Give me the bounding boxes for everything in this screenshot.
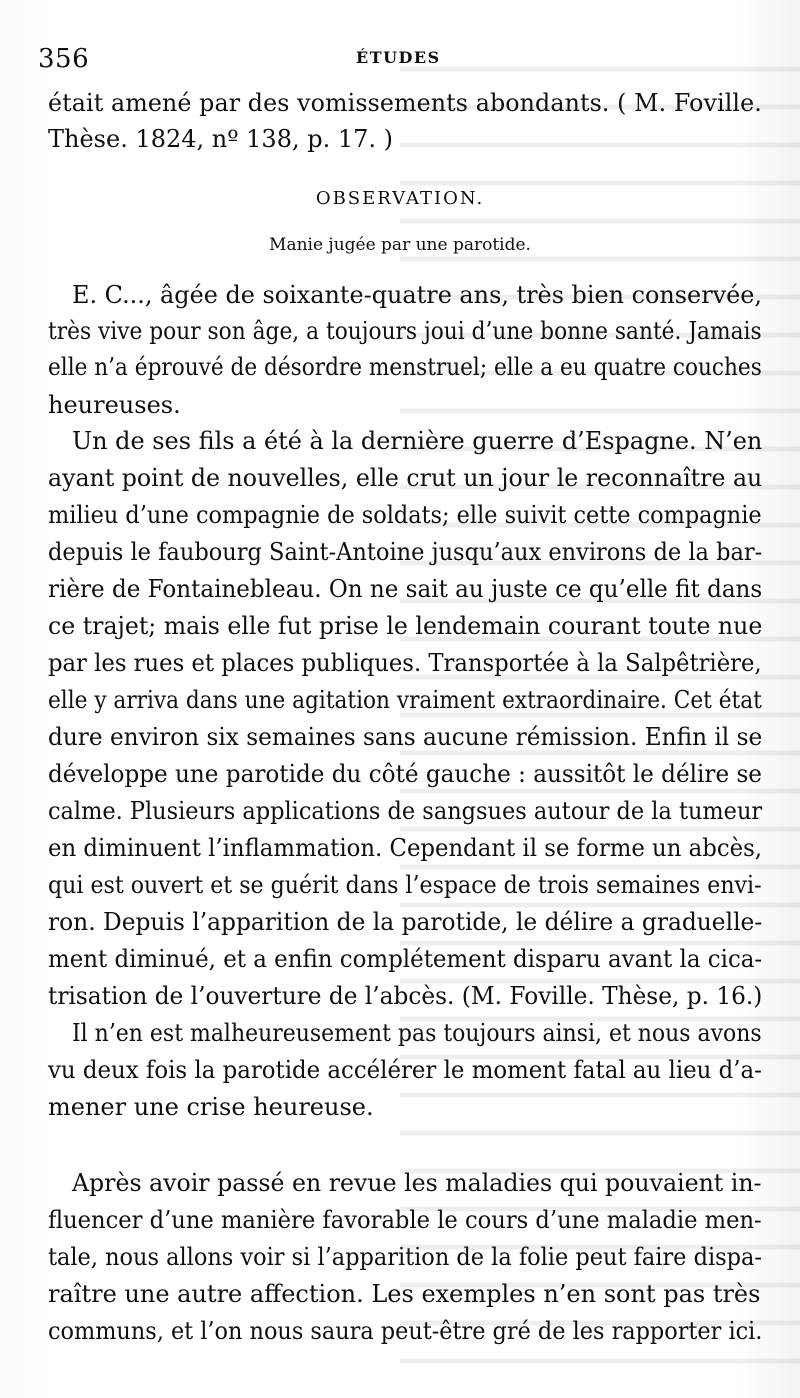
text-line: était amené par des vomissements abondants. ( M. Foville. <box>48 89 762 117</box>
observation-subtitle: Manie jugée par une parotide. <box>269 235 531 255</box>
text-line: mener une crise heureuse. <box>48 1093 374 1121</box>
text-line: en diminuent l’inflammation. Cependant il se forme un abcès, <box>48 834 763 862</box>
text-line: très vive pour son âge, a toujours joui d’une bonne santé. Jamais <box>48 317 762 345</box>
text-line: fluencer d’une manière favorable le cours d’une maladie men- <box>48 1206 762 1234</box>
text-line: heureuses. <box>48 391 181 419</box>
text-line: par les rues et places publiques. Transportée à la Salpêtrière, <box>48 649 762 677</box>
text-line: E. C..., âgée de soixante-quatre ans, très bien conservée, <box>72 281 763 309</box>
text-line: raître une autre affection. Les exemples n’en sont pas très <box>48 1280 761 1308</box>
text-line: milieu d’une compagnie de soldats; elle suivit cette compagnie <box>48 501 762 529</box>
text-line: Il n’en est malheureusement pas toujours ainsi, et nous avons <box>72 1019 762 1047</box>
page-header <box>38 44 773 80</box>
text-line: trisation de l’ouverture de l’abcès. (M. Foville. Thèse, p. 16.) <box>48 982 763 1010</box>
text-line: ayant point de nouvelles, elle crut un jour le reconnaître au <box>48 464 763 492</box>
text-line: tale, nous allons voir si l’apparition de la folie peut faire dispa- <box>48 1243 762 1271</box>
text-line: Un de ses fils a été à la dernière guerre d’Espagne. N’en <box>72 427 763 455</box>
running-head: ÉTUDES <box>356 48 441 67</box>
text-line: elle y arriva dans une agitation vraiment extraordinaire. Cet état <box>48 686 762 714</box>
observation-title: OBSERVATION. <box>315 188 485 209</box>
text-line: rière de Fontainebleau. On ne sait au juste ce qu’elle fit dans <box>48 575 763 603</box>
text-line: dure environ six semaines sans aucune rémission. Enfin il se <box>48 723 763 751</box>
text-line: ce trajet; mais elle fut prise le lendemain courant toute nue <box>48 612 763 640</box>
text-line: ron. Depuis l’apparition de la parotide, le délire a graduelle- <box>48 908 763 936</box>
text-line: Thèse. 1824, nº 138, p. 17. ) <box>48 125 393 153</box>
text-line: depuis le faubourg Saint-Antoine jusqu’aux environs de la bar- <box>48 538 763 566</box>
text-line: elle n’a éprouvé de désordre menstruel; elle a eu quatre couches <box>48 353 762 381</box>
text-line: Après avoir passé en revue les maladies qui pouvaient in- <box>72 1169 762 1197</box>
page-number: 356 <box>38 44 90 74</box>
text-line: communs, et l’on nous saura peut-être gré de les rapporter ici. <box>48 1317 763 1345</box>
text-line: ment diminué, et a enfin complétement disparu avant la cica- <box>48 945 763 973</box>
text-line: développe une parotide du côté gauche : aussitôt le délire se <box>48 760 762 788</box>
text-line: qui est ouvert et se guérit dans l’espace de trois semaines envi- <box>48 871 762 899</box>
text-line: calme. Plusieurs applications de sangsues autour de la tumeur <box>48 797 763 825</box>
text-line: vu deux fois la parotide accélérer le moment fatal au lieu d’a- <box>48 1056 762 1084</box>
